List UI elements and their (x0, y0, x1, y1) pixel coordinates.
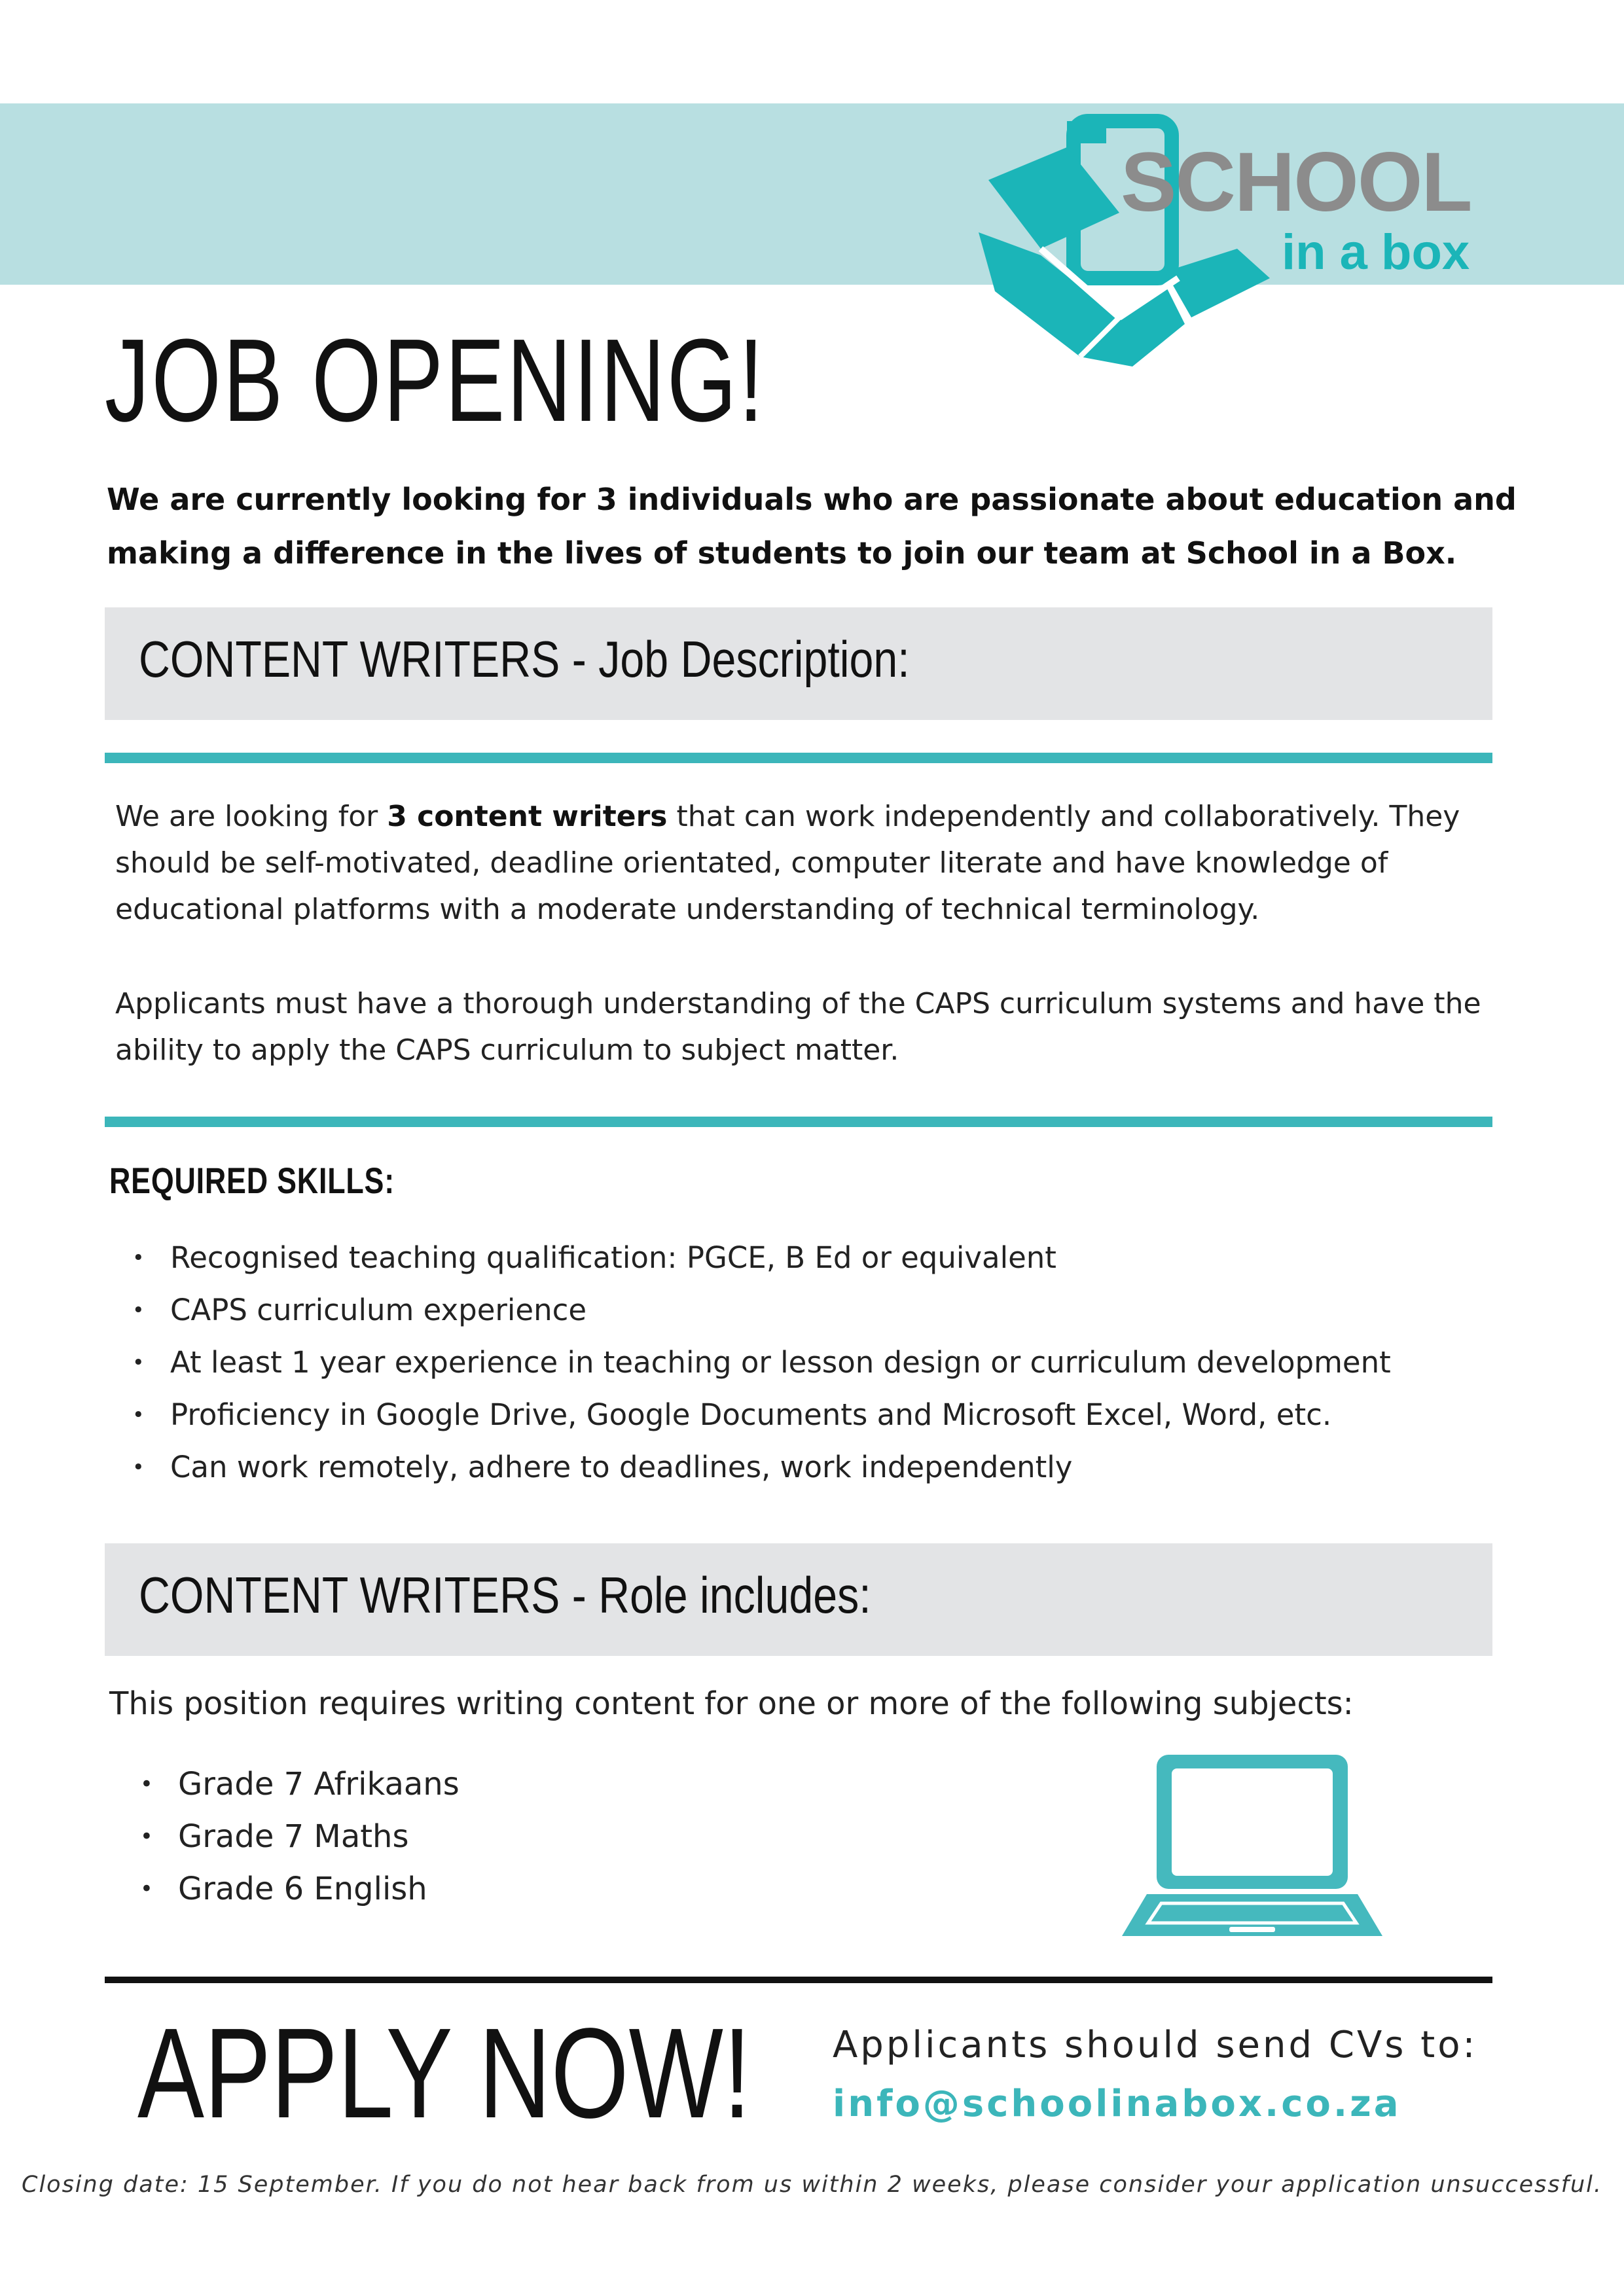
subjects-list (178, 1758, 460, 1915)
list-item: • Proficiency in Google Drive, Google Documents and Microsoft Excel, Word, etc. (170, 1389, 1391, 1441)
divider (105, 1977, 1492, 1983)
list-item: • Grade 7 Afrikaans (178, 1758, 460, 1810)
list-item: • Grade 7 Maths (178, 1810, 460, 1863)
section-title-role-includes: CONTENT WRITERS - Role includes: (139, 1566, 871, 1624)
logo-in-a-box-text: in a box (1282, 224, 1470, 280)
list-item: • CAPS curriculum experience (170, 1284, 1391, 1336)
divider (105, 1117, 1492, 1127)
skills-heading: REQUIRED SKILLS: (109, 1160, 395, 1201)
list-item: • Recognised teaching qualification: PGCE, B Ed or equivalent (170, 1232, 1391, 1284)
section-title-job-description: CONTENT WRITERS - Job Description: (139, 630, 910, 688)
intro-paragraph: We are currently looking for 3 individuals who are passionate about education and making a difference in the lives of students to join our team at School in a Box. (107, 482, 1517, 571)
intro-highlight: 3 individuals (596, 482, 813, 517)
apply-instructions: Applicants should send CVs to: (833, 2024, 1478, 2066)
skills-list (170, 1232, 1391, 1494)
list-item: • Grade 6 English (178, 1863, 460, 1915)
logo-school-text: SCHOOL (1121, 135, 1471, 229)
list-item: • At least 1 year experience in teaching or lesson design or curriculum development (170, 1336, 1391, 1389)
divider (105, 753, 1492, 763)
apply-now-heading: APPLY NOW! (137, 2001, 751, 2145)
subjects-intro: This position requires writing content for one or more of the following subjects: (109, 1685, 1354, 1722)
page-title: JOB OPENING! (105, 315, 766, 446)
laptop-icon (1121, 1751, 1384, 1941)
description-paragraph-1: We are looking for 3 content writers that can work independently and collaboratively. They should be self-motivated, deadline orientated, computer literate and have knowledge of educational platforms with a moderate understanding of technical terminology. (115, 800, 1460, 926)
list-item: • Can work remotely, adhere to deadlines, work independently (170, 1441, 1391, 1494)
apply-email-link[interactable]: info@schoolinabox.co.za (833, 2083, 1401, 2125)
description-paragraph-2: Applicants must have a thorough understanding of the CAPS curriculum systems and have the ability to apply the CAPS curriculum to subject matter. (115, 987, 1481, 1067)
closing-note: Closing date: 15 September. If you do not hear back from us within 2 weeks, please consider your application unsuccessful. (22, 2172, 1602, 2198)
